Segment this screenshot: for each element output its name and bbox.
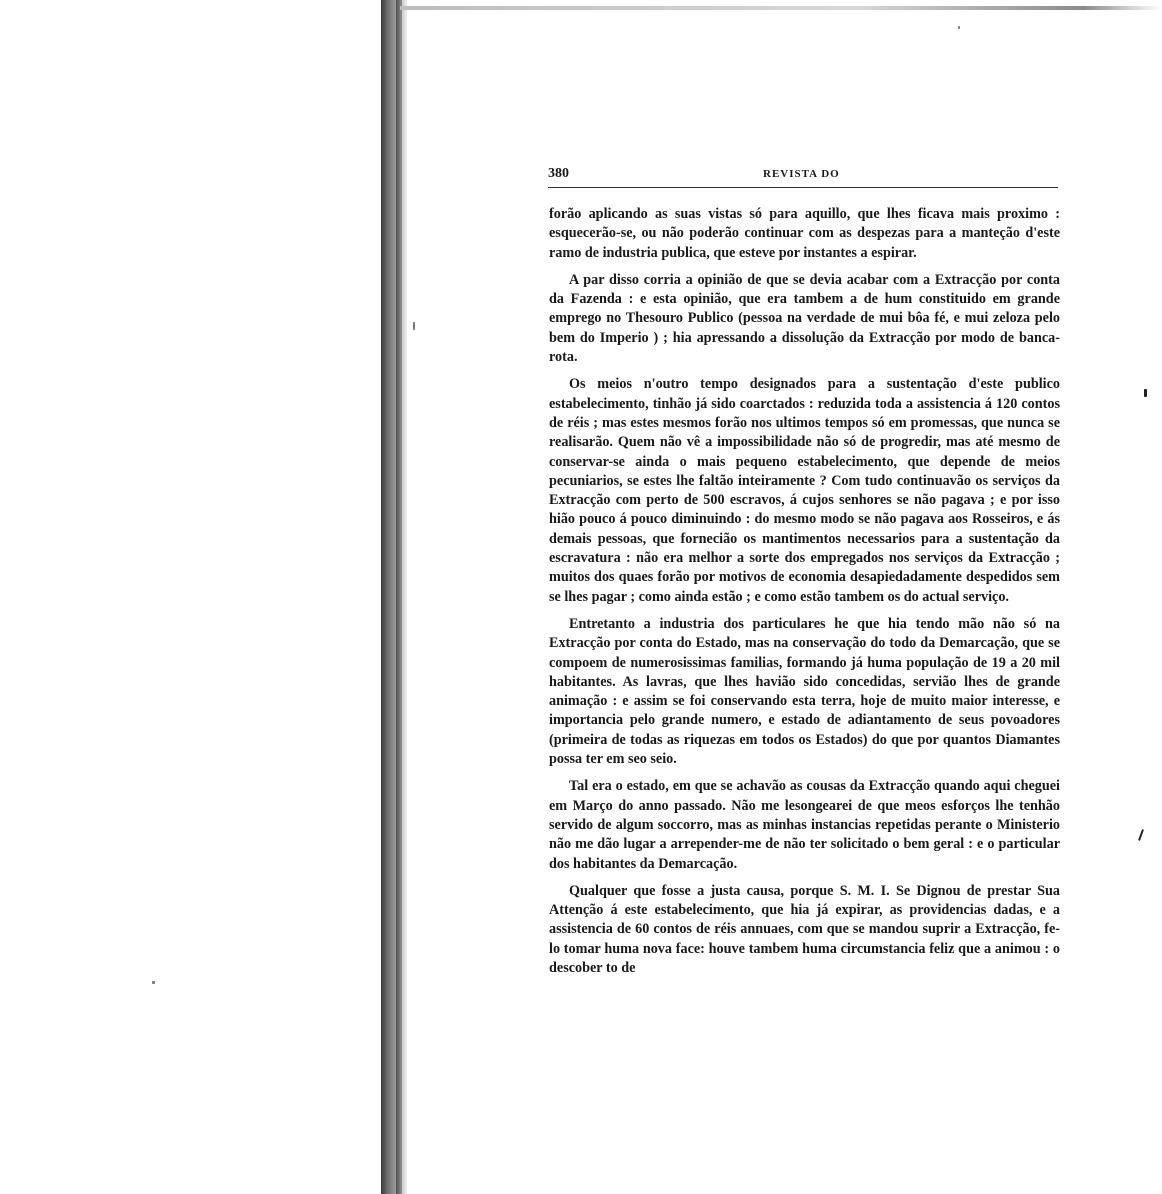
book-spine-shadow [381, 0, 407, 1194]
header-rule [548, 187, 1058, 188]
paragraph: A par disso corria a opinião de que se devia acabar com a Extracção por conta da Fazenda : e esta opinião, que era tambem a de hum constituido em grande emprego no Thesouro Publico (pessoa na verdade de mui bôa fé, e mui zeloza pelo bem do Imperio ) ; hia apressando a dissolução da Extracção por modo de banca-rota. [549, 271, 1060, 366]
paragraph: Tal era o estado, em que se achavão as cousas da Extracção quando aqui cheguei em Março do anno passado. Não me lesongearei de que meos esforços lhe tenhão servido de algum soccorro, mas as minhas instancias repetidas perante o Ministerio não me dão lugar a arrepender-me de não ter solicitado o bem geral : e o particular dos habitantes da Demarcação. [549, 778, 1060, 872]
page-header [548, 166, 1060, 186]
paragraph: Os meios n'outro tempo designados para a sustentação d'este publico estabelecimento, tinhão já sido coarctados : reduzida toda a assistencia á 120 contos de réis ; mas estes mesmos forão nos ultimos tempos só em promessas, que nunca se realisarão. Quem não vê a impossibilidade não só de progredir, mas até mesmo de conservar-se ainda o mais pequeno estabelecimento, que depende de meios pecuniarios, se estes lhe faltão inteiramente ? Com tudo continuavão os serviços da Extracção com perto de 500 escravos, á cujos senhores se não pagava ; e por isso hião pouco á pouco diminuindo : do mesmo modo se não pagava aos Rosseiros, e ás demais pessoas, que fornecião os mantimentos necessarios para a sustentação da escravatura : não era melhor a sorte dos empregados nos serviços da Extracção ; muitos dos quaes forão por motivos de economia desapiedadamente despedidos sem se lhes pagar ; como ainda estão ; e como estão tambem os do actual serviço. [549, 376, 1060, 605]
book-gutter [396, 0, 402, 1194]
scan-speck [958, 26, 960, 29]
page-top-edge [400, 6, 1160, 10]
body-text [549, 205, 1060, 986]
scan-speck [413, 322, 415, 330]
paragraph: Entretanto a industria dos particulares he que hia tendo mão não só na Extracção por conta do Estado, mas na conservação do todo da Demarcação, que se compoem de numerosissimas familias, formando já huma população de 19 a 20 mil habitantes. As lavras, que lhes havião sido concedidas, servião lhes de grande animação : e assim se foi conservando esta terra, hoje de muito maior interesse, e importancia pelo grande numero, e estado de adiantamento de seus povoadores (primeira de todas as riquezas em todos os Estados) do que por quantos Diamantes possa ter em seo seio. [549, 615, 1060, 768]
scan-margin [0, 0, 380, 1194]
paragraph: forão aplicando as suas vistas só para aquillo, que lhes ficava mais proximo : esquecerão-se, ou não poderão continuar com as despezas para a manteção d'este ramo de industria publica, que esteve por instantes a espirar. [549, 206, 1060, 261]
scan-speck [152, 981, 155, 984]
running-head: REVISTA DO [763, 168, 840, 180]
paragraph: Qualquer que fosse a justa causa, porque S. M. I. Se Dignou de prestar Sua Attenção á este estabelecimento, que hia já expirar, as providencias dadas, e a assistencia de 60 contos de réis annuaes, com que se mandou suprir a Extracção, fe-lo tomar huma nova face: houve tambem huma circumstancia feliz que a animou : o descober to de [549, 882, 1060, 976]
scan-speck [1144, 389, 1147, 397]
scan-speck [1138, 829, 1144, 841]
page-number: 380 [548, 166, 569, 181]
